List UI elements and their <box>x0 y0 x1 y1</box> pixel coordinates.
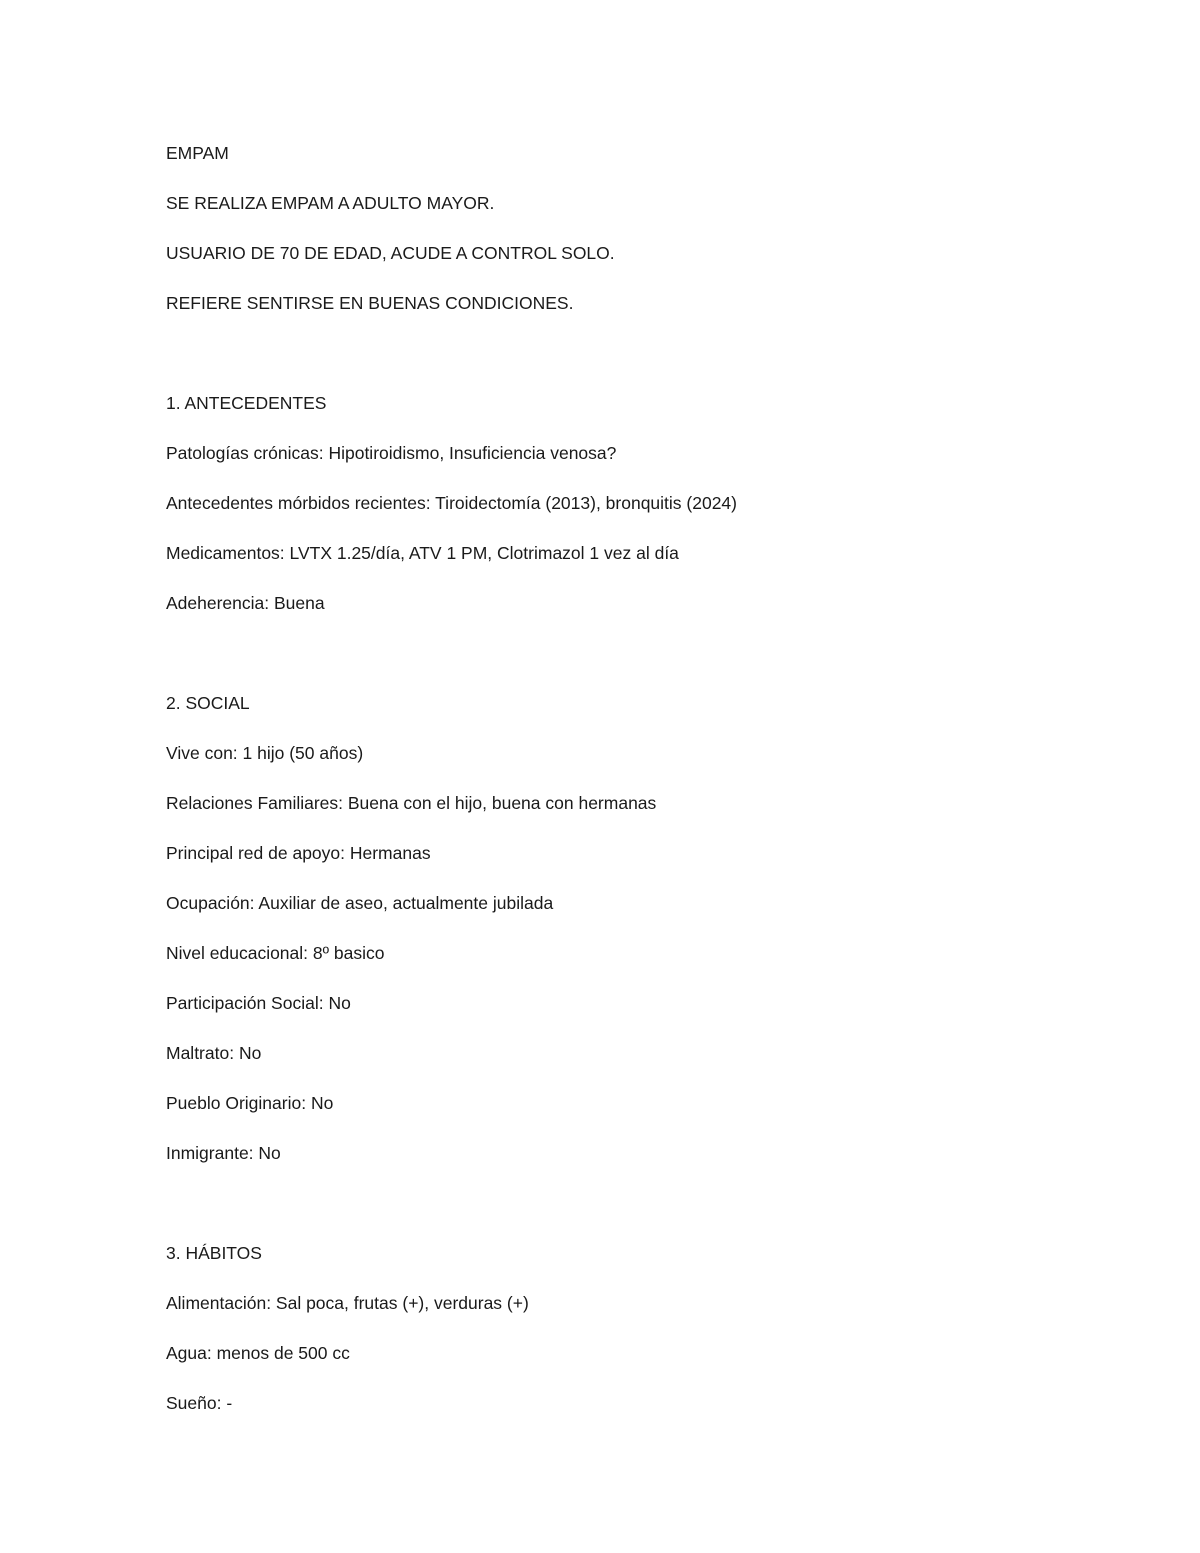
section-spacer <box>166 1190 1066 1240</box>
section-spacer <box>166 340 1066 390</box>
section-line: Vive con: 1 hijo (50 años) <box>166 743 364 763</box>
section-line: Pueblo Originario: No <box>166 1093 334 1113</box>
section-line: Ocupación: Auxiliar de aseo, actualmente jubilada <box>166 893 554 913</box>
section-antecedentes <box>166 390 1066 616</box>
section-heading: 3. HÁBITOS <box>166 1243 262 1263</box>
section-line: Principal red de apoyo: Hermanas <box>166 843 431 863</box>
section-line: Inmigrante: No <box>166 1143 281 1163</box>
section-heading: 2. SOCIAL <box>166 693 250 713</box>
section-line: Agua: menos de 500 cc <box>166 1343 350 1363</box>
document-body <box>166 140 1066 1440</box>
section-line: Medicamentos: LVTX 1.25/día, ATV 1 PM, Clotrimazol 1 vez al día <box>166 543 679 563</box>
section-line: Maltrato: No <box>166 1043 262 1063</box>
intro-line: USUARIO DE 70 DE EDAD, ACUDE A CONTROL SOLO. <box>166 243 615 263</box>
section-line: Patologías crónicas: Hipotiroidismo, Insuficiencia venosa? <box>166 443 617 463</box>
section-habitos <box>166 1240 1066 1416</box>
section-spacer <box>166 640 1066 690</box>
section-line: Sueño: - <box>166 1393 233 1413</box>
section-line: Antecedentes mórbidos recientes: Tiroidectomía (2013), bronquitis (2024) <box>166 493 737 513</box>
section-social <box>166 690 1066 1166</box>
section-line: Adeherencia: Buena <box>166 593 325 613</box>
section-line: Relaciones Familiares: Buena con el hijo, buena con hermanas <box>166 793 657 813</box>
intro-line: SE REALIZA EMPAM A ADULTO MAYOR. <box>166 193 495 213</box>
section-line: Alimentación: Sal poca, frutas (+), verduras (+) <box>166 1293 529 1313</box>
document-title: EMPAM <box>166 143 229 163</box>
intro-line: REFIERE SENTIRSE EN BUENAS CONDICIONES. <box>166 293 574 313</box>
section-line: Nivel educacional: 8º basico <box>166 943 385 963</box>
section-line: Participación Social: No <box>166 993 351 1013</box>
section-heading: 1. ANTECEDENTES <box>166 393 327 413</box>
